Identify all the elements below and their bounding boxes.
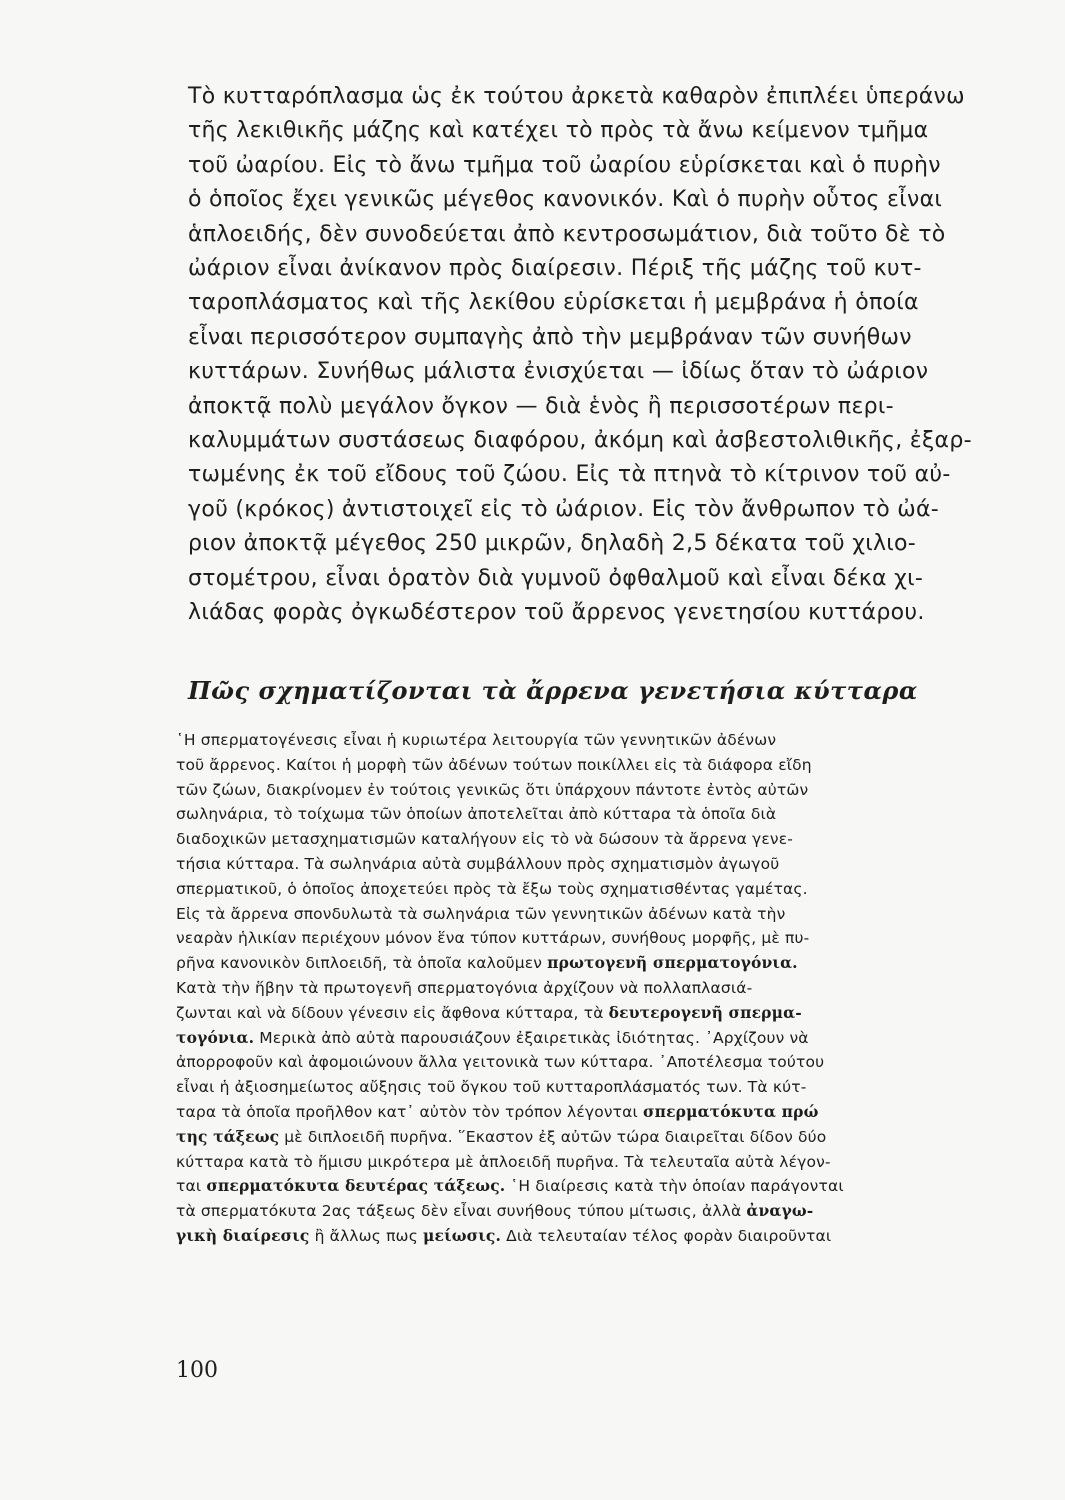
text-run: τῶν ζώων, διακρίνομεν ἐν τούτοις γενικῶς ὅτι ὑπάρχουν πάντοτε ἐντὸς αὐτῶν <box>176 780 809 799</box>
text-line: ταροπλάσματος καὶ τῆς λεκίθου εὑρίσκεται ἡ μεμβράνα ἡ ὁποία <box>188 290 919 316</box>
text-line: ὁ ὁποῖος ἔχει γενικῶς μέγεθος κανονικόν. Καὶ ὁ πυρὴν οὗτος εἶναι <box>188 187 943 213</box>
bold-term: μείωσις. <box>423 1225 502 1245</box>
text-line: τωμένης ἐκ τοῦ εἴδους τοῦ ζώου. Εἰς τὰ πτηνὰ τὸ κίτρινον τοῦ αὐ- <box>188 462 951 488</box>
text-run: ρῆνα κανονικὸν διπλοειδῆ, τὰ ὁποῖα καλοῦμεν <box>176 954 543 973</box>
text-line <box>176 1224 1026 1249</box>
paragraph-ovum-description <box>188 80 1028 631</box>
text-line <box>176 1100 1026 1125</box>
text-line <box>176 1150 1026 1175</box>
text-run: σωληνάρια, τὸ τοίχωμα τῶν ὁποίων ἀποτελεῖται ἀπὸ κύτταρα τὰ ὁποῖα διὰ <box>176 805 777 824</box>
text-line <box>176 778 1026 803</box>
bold-term: γικὴ διαίρεσις <box>176 1225 310 1245</box>
text-line: ριον ἀποκτᾷ μέγεθος 250 μικρῶν, δηλαδὴ 2,5 δέκατα τοῦ χιλιο- <box>188 531 917 557</box>
bold-term: σπερματόκυτα δευτέρας τάξεως. <box>206 1176 506 1196</box>
text-line: γοῦ (κρόκος) ἀντιστοιχεῖ εἰς τὸ ὠάριον. Εἰς τὸν ἄνθρωπον τὸ ὠά- <box>188 496 940 522</box>
text-line: εἶναι περισσότερον συμπαγὴς ἀπὸ τὴν μεμβράναν τῶν συνήθων <box>188 324 912 350</box>
bold-term: ἀναγω- <box>746 1201 814 1221</box>
text-run: Εἰς τὰ ἄρρενα σπονδυλωτὰ τὰ σωληνάρια τῶν γεννητικῶν ἀδένων κατὰ τὴν <box>176 904 786 923</box>
text-run: κύτταρα κατὰ τὸ ἥμισυ μικρότερα μὲ ἁπλοειδῆ πυρῆνα. Τὰ τελευταῖα αὐτὰ λέγον- <box>176 1152 831 1171</box>
text-line: τῆς λεκιθικῆς μάζης καὶ κατέχει τὸ πρὸς τὰ ἄνω κείμενον τμῆμα <box>188 118 929 144</box>
text-run: τὰ σπερματόκυτα 2ας τάξεως δὲν εἶναι συνήθους τύπου μίτωσις, ἀλλὰ <box>176 1202 742 1221</box>
text-line <box>176 1075 1026 1100</box>
text-run: Μερικὰ ἀπὸ αὐτὰ παρουσιάζουν ἐξαιρετικὰς ἰδιότητας. ᾿Αρχίζουν νὰ <box>259 1028 809 1047</box>
text-line <box>176 976 1026 1001</box>
bold-term: σπερματόκυτα πρώ <box>643 1101 819 1121</box>
text-run: ῾Η σπερματογένεσις εἶναι ἡ κυριωτέρα λειτουργία τῶν γεννητικῶν ἀδένων <box>176 731 777 749</box>
text-run: ταρα τὰ ὁποῖα προῆλθον κατ᾿ αὐτὸν τὸν τρόπον λέγονται <box>176 1102 638 1121</box>
text-line <box>176 877 1026 902</box>
text-run: εἶναι ἡ ἀξιοσημείωτος αὔξησις τοῦ ὄγκου τοῦ κυτταροπλάσματός των. Τὰ κύτ- <box>176 1078 807 1097</box>
text-line <box>176 1174 1026 1199</box>
text-run: σπερματικοῦ, ὁ ὁποῖος ἀποχετεύει πρὸς τὰ ἔξω τοὺς σχηματισθέντας γαμέτας. <box>176 879 808 898</box>
text-line <box>176 926 1026 951</box>
text-run: Κατὰ τὴν ἥβην τὰ πρωτογενῆ σπερματογόνια ἀρχίζουν νὰ πολλαπλασιά- <box>176 978 753 997</box>
bold-term: πρωτογενῆ σπερματογόνια. <box>547 953 798 973</box>
text-line <box>176 1001 1026 1026</box>
bold-term: δευτερογενῆ σπερμα- <box>608 1002 802 1022</box>
text-line: κυττάρων. Συνήθως μάλιστα ἐνισχύεται — ἰδίως ὅταν τὸ ὠάριον <box>188 359 929 385</box>
bold-term: της τάξεως <box>176 1126 280 1146</box>
text-line: ἀποκτᾷ πολὺ μεγάλον ὄγκον — διὰ ἑνὸς ἢ περισσοτέρων περι- <box>188 393 894 419</box>
text-run: ται <box>176 1177 202 1196</box>
text-line: ὠάριον εἶναι ἀνίκανον πρὸς διαίρεσιν. Πέριξ τῆς μάζης τοῦ κυτ- <box>188 256 922 282</box>
text-run: ἢ ἄλλως πως <box>314 1226 418 1245</box>
text-line: λιάδας φορὰς ὀγκωδέστερον τοῦ ἄρρενος γενετησίου κυττάρου. <box>188 600 925 626</box>
text-line <box>176 827 1026 852</box>
section-heading: Πῶς σχηματίζονται τὰ ἄρρενα γενετήσια κύτταρα <box>188 676 918 705</box>
text-line: ἁπλοειδής, δὲν συνοδεύεται ἀπὸ κεντροσωμάτιον, διὰ τοῦτο δὲ τὸ <box>188 221 946 247</box>
text-run: μὲ διπλοειδῆ πυρῆνα. ῞Εκαστον ἐξ αὐτῶν τώρα διαιρεῖται δίδον δύο <box>284 1127 827 1146</box>
text-line <box>176 951 1026 976</box>
text-line <box>176 802 1026 827</box>
text-line <box>176 1199 1026 1224</box>
text-run: ζωνται καὶ νὰ δίδουν γένεσιν εἰς ἄφθονα κύτταρα, τὰ <box>176 1003 604 1022</box>
text-line: Τὸ κυτταρόπλασμα ὡς ἐκ τούτου ἀρκετὰ καθαρὸν ἐπιπλέει ὑπεράνω <box>188 84 965 109</box>
text-line <box>176 728 1026 753</box>
text-run: νεαρὰν ἡλικίαν περιέχουν μόνον ἕνα τύπον κυττάρων, συνήθους μορφῆς, μὲ πυ- <box>176 929 810 948</box>
text-run: Διὰ τελευταίαν τέλος φορὰν διαιροῦνται <box>506 1226 832 1245</box>
text-line <box>176 852 1026 877</box>
text-line: τοῦ ὠαρίου. Εἰς τὸ ἄνω τμῆμα τοῦ ὠαρίου εὑρίσκεται καὶ ὁ πυρὴν <box>188 152 941 178</box>
text-run: ῾Η διαίρεσις κατὰ τὴν ὁποίαν παράγονται <box>510 1177 844 1196</box>
text-line <box>176 1125 1026 1150</box>
text-line <box>176 753 1026 778</box>
text-line: στομέτρου, εἶναι ὁρατὸν διὰ γυμνοῦ ὀφθαλμοῦ καὶ εἶναι δέκα χι- <box>188 565 924 591</box>
text-run: τοῦ ἄρρενος. Καίτοι ἡ μορφὴ τῶν ἀδένων τούτων ποικίλλει εἰς τὰ διάφορα εἴδη <box>176 755 812 774</box>
text-run: τήσια κύτταρα. Τὰ σωληνάρια αὐτὰ συμβάλλουν πρὸς σχηματισμὸν ἀγωγοῦ <box>176 854 780 873</box>
paragraph-spermatogenesis <box>176 728 1026 1249</box>
text-run: διαδοχικῶν μετασχηματισμῶν καταλήγουν εἰς τὸ νὰ δώσουν τὰ ἄρρενα γενε- <box>176 830 793 849</box>
text-line: καλυμμάτων συστάσεως διαφόρου, ἀκόμη καὶ ἀσβεστολιθικῆς, ἐξαρ- <box>188 428 972 454</box>
text-line <box>176 1026 1026 1051</box>
text-line <box>176 1050 1026 1075</box>
text-line <box>176 902 1026 927</box>
bold-term: τογόνια. <box>176 1027 255 1047</box>
text-run: ἀπορροφοῦν καὶ ἀφομοιώνουν ἄλλα γειτονικὰ των κύτταρα. ᾿Αποτέλεσμα τούτου <box>176 1053 825 1072</box>
page-number: 100 <box>176 1358 218 1383</box>
